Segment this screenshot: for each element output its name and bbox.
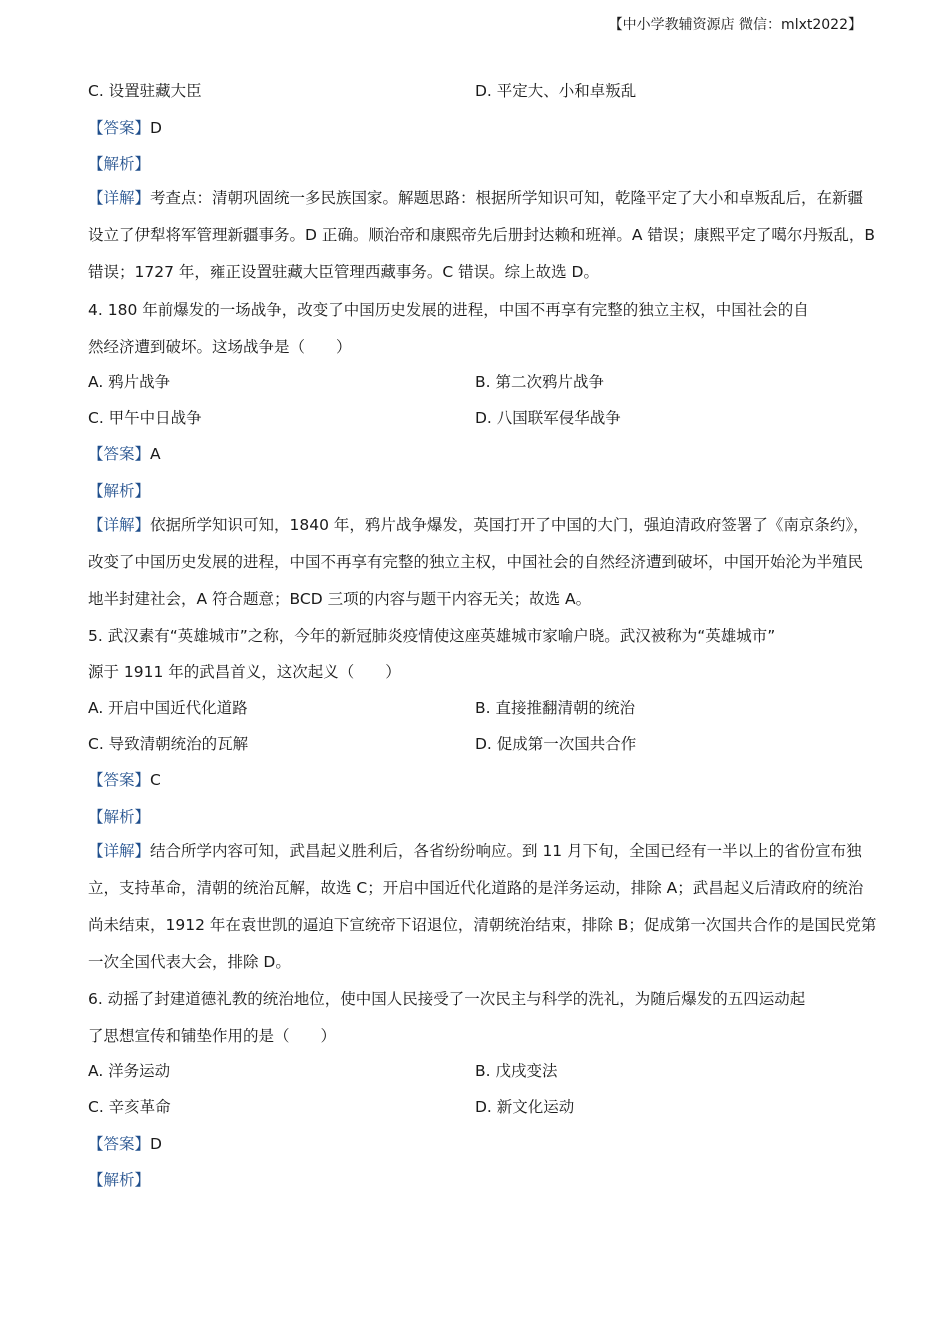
q6-option-d: D. 新文化运动 <box>475 1098 575 1116</box>
answer-tag: 【答案】 <box>88 1135 151 1153</box>
q6-option-c: C. 辛亥革命 <box>88 1098 171 1116</box>
q4-option-a: A. 鸦片战争 <box>88 373 171 391</box>
answer-tag: 【答案】 <box>88 771 151 789</box>
q6-analysis-tag: 【解析】 <box>88 1171 151 1189</box>
answer-tag: 【答案】 <box>88 445 151 463</box>
q5-detail-text: 结合所学内容可知，武昌起义胜利后，各省纷纷响应。到 11 月下旬，全国已经有一半以上的省份宣布独立，支持革命，清朝的统治瓦解，故选 C；开启中国近代化道路的是洋务运动，排除 A；武昌起义后清政府的统治尚未结束，1912 年在袁世凯的逼迫下宣统帝下诏退位，清朝统治结束，排除 B；促成第一次国共合作的是国民党第一次全国代表大会，排除 D。 <box>88 842 877 971</box>
q4-stem-line2: 然经济遭到破坏。这场战争是（ ） <box>88 338 352 356</box>
q5-stem-line2: 源于 1911 年的武昌首义，这次起义（ ） <box>88 663 401 681</box>
q6-option-a: A. 洋务运动 <box>88 1062 171 1080</box>
q4-answer-line <box>88 443 161 465</box>
detail-tag: 【详解】 <box>88 842 151 860</box>
q3-detail-text: 考查点：清朝巩固统一多民族国家。解题思路：根据所学知识可知，乾隆平定了大小和卓叛乱后，在新疆设立了伊犁将军管理新疆事务。D 正确。顺治帝和康熙帝先后册封达赖和班禅。A 错误；康熙平定了噶尔丹叛乱，B 错误；1727 年，雍正设置驻藏大臣管理西藏事务。C 错误。综上故选 D。 <box>88 189 876 281</box>
q4-stem-line1: 4. 180 年前爆发的一场战争，改变了中国历史发展的进程，中国不再享有完整的独立主权，中国社会的自 <box>88 301 809 319</box>
q5-answer-line <box>88 769 161 791</box>
q6-option-b: B. 戊戌变法 <box>475 1062 558 1080</box>
q5-analysis-tag: 【解析】 <box>88 808 151 826</box>
q4-answer: A <box>150 445 161 463</box>
page-header: 【中小学教辅资源店 微信：mlxt2022】 <box>608 17 862 33</box>
q5-stem-line1: 5. 武汉素有“英雄城市”之称，今年的新冠肺炎疫情使这座英雄城市家喻户晓。武汉被称为“英雄城市” <box>88 627 776 645</box>
q6-stem-line2: 了思想宣传和铺垫作用的是（ ） <box>88 1027 337 1045</box>
q5-option-a: A. 开启中国近代化道路 <box>88 699 248 717</box>
q6-answer: D <box>150 1135 162 1153</box>
q3-option-c: C. 设置驻藏大臣 <box>88 82 202 100</box>
q5-answer: C <box>150 771 161 789</box>
q4-detail <box>88 507 878 618</box>
q3-answer-line <box>88 117 162 139</box>
q3-detail <box>88 180 878 291</box>
q4-option-b: B. 第二次鸦片战争 <box>475 373 604 391</box>
q3-answer: D <box>150 119 162 137</box>
q4-option-d: D. 八国联军侵华战争 <box>475 409 621 427</box>
q4-analysis-tag: 【解析】 <box>88 482 151 500</box>
q6-answer-line <box>88 1133 162 1155</box>
detail-tag: 【详解】 <box>88 189 151 207</box>
detail-tag: 【详解】 <box>88 516 151 534</box>
q5-option-c: C. 导致清朝统治的瓦解 <box>88 735 249 753</box>
q6-stem-line1: 6. 动摇了封建道德礼教的统治地位，使中国人民接受了一次民主与科学的洗礼，为随后爆发的五四运动起 <box>88 990 806 1008</box>
answer-tag: 【答案】 <box>88 119 151 137</box>
q5-option-d: D. 促成第一次国共合作 <box>475 735 637 753</box>
q5-option-b: B. 直接推翻清朝的统治 <box>475 699 635 717</box>
q4-detail-text: 依据所学知识可知，1840 年，鸦片战争爆发，英国打开了中国的大门，强迫清政府签署了《南京条约》，改变了中国历史发展的进程，中国不再享有完整的独立主权，中国社会的自然经济遭到破坏，中国开始沦为半殖民地半封建社会，A 符合题意；BCD 三项的内容与题干内容无关；故选 A。 <box>88 516 869 608</box>
q3-analysis-tag: 【解析】 <box>88 155 151 173</box>
q5-detail <box>88 833 878 981</box>
q3-option-d: D. 平定大、小和卓叛乱 <box>475 82 637 100</box>
q4-option-c: C. 甲午中日战争 <box>88 409 202 427</box>
